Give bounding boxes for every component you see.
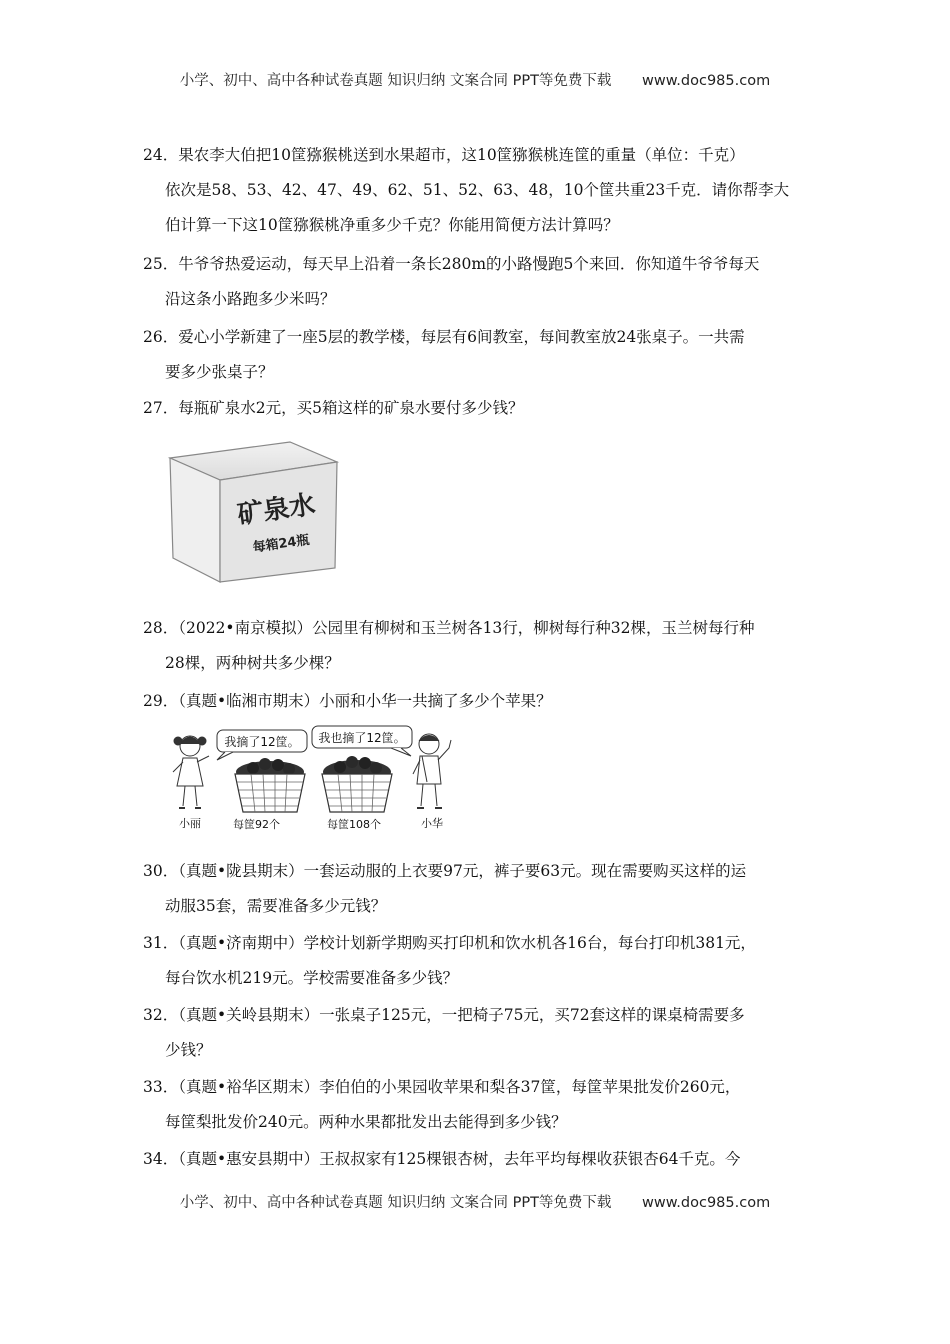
footer-site: www.doc985.com (642, 1195, 771, 1211)
bubble-right-text: 我也摘了12筐。 (318, 731, 406, 745)
question-25 (143, 247, 833, 317)
question-line: （真题•陇县期末）一套运动服的上衣要97元，裤子要63元。现在需要购买这样的运 (178, 862, 747, 880)
question-26 (143, 320, 833, 390)
question-number: 24． (143, 146, 179, 164)
question-line: 沿这条小路跑多少米吗？ (165, 290, 336, 308)
question-number: 30． (143, 862, 179, 880)
header-site: www.doc985.com (642, 73, 771, 89)
question-line: 每筐梨批发价240元。两种水果都批发出去能得到多少钱？ (165, 1113, 567, 1131)
question-30 (143, 854, 833, 924)
question-31 (143, 926, 833, 996)
basket-left-label: 每筐92个 (233, 818, 280, 831)
page-footer (0, 1191, 950, 1212)
question-line: 要多少张桌子？ (165, 363, 274, 381)
question-line: 28棵，两种树共多少棵？ (165, 654, 340, 672)
apple-picking-figure (165, 724, 465, 832)
footer-text: 小学、初中、高中各种试卷真题 知识归纳 文案合同 PPT等免费下载 (179, 1195, 612, 1211)
page-header (0, 69, 950, 90)
question-number: 33． (143, 1078, 179, 1096)
bubble-left-text: 我摘了12筐。 (224, 735, 300, 749)
question-line: （真题•临湘市期末）小丽和小华一共摘了多少个苹果？ (178, 692, 552, 710)
question-line: （真题•关岭县期末）一张桌子125元，一把椅子75元，买72套这样的课桌椅需要多 (178, 1006, 745, 1024)
question-24 (143, 138, 833, 243)
box-title: 矿泉水 (235, 489, 318, 531)
header-text: 小学、初中、高中各种试卷真题 知识归纳 文案合同 PPT等免费下载 (179, 73, 612, 89)
question-27 (143, 391, 833, 426)
question-number: 28． (143, 619, 179, 637)
question-line: 依次是58、53、42、47、49、62、51、52、63、48，10个筐共重23千克．请你帮李大 (165, 181, 790, 199)
question-number: 25． (143, 255, 179, 273)
mineral-water-box-figure (165, 440, 345, 585)
question-34 (143, 1142, 833, 1177)
basket-right (322, 756, 392, 812)
boy-illustration (413, 734, 451, 808)
question-number: 31． (143, 934, 179, 952)
basket-left (235, 758, 305, 812)
question-line: （真题•裕华区期末）李伯伯的小果园收苹果和梨各37筐，每筐苹果批发价260元， (178, 1078, 741, 1096)
question-line: 每台饮水机219元。学校需要准备多少钱？ (165, 969, 459, 987)
question-number: 26． (143, 328, 179, 346)
name-right: 小华 (421, 817, 443, 830)
question-line: （真题•济南期中）学校计划新学期购买打印机和饮水机各16台，每台打印机381元， (178, 934, 756, 952)
question-line: （2022•南京模拟）公园里有柳树和玉兰树各13行，柳树每行种32棵，玉兰树每行种 (178, 619, 755, 637)
name-left: 小丽 (179, 817, 201, 830)
question-line: （真题•惠安县期中）王叔叔家有125棵银杏树，去年平均每棵收获银杏64千克。今 (178, 1150, 741, 1168)
question-line: 伯计算一下这10筐猕猴桃净重多少千克？你能用简便方法计算吗？ (165, 216, 619, 234)
question-line: 每瓶矿泉水2元，买5箱这样的矿泉水要付多少钱？ (178, 399, 524, 417)
question-number: 27． (143, 399, 179, 417)
question-number: 34． (143, 1150, 179, 1168)
question-28 (143, 611, 833, 681)
basket-right-label: 每筐108个 (327, 818, 381, 831)
question-29 (143, 684, 833, 719)
girl-illustration (173, 736, 209, 808)
question-line: 少钱？ (165, 1041, 212, 1059)
question-number: 32． (143, 1006, 179, 1024)
question-line: 爱心小学新建了一座5层的教学楼，每层有6间教室，每间教室放24张桌子。一共需 (178, 328, 745, 346)
question-33 (143, 1070, 833, 1140)
question-line: 牛爷爷热爱运动，每天早上沿着一条长280m的小路慢跑5个来回．你知道牛爷爷每天 (178, 255, 760, 273)
question-line: 果农李大伯把10筐猕猴桃送到水果超市，这10筐猕猴桃连筐的重量（单位：千克） (178, 146, 745, 164)
question-number: 29． (143, 692, 179, 710)
question-line: 动服35套，需要准备多少元钱？ (165, 897, 387, 915)
question-32 (143, 998, 833, 1068)
box-subtitle: 每箱24瓶 (251, 532, 311, 556)
